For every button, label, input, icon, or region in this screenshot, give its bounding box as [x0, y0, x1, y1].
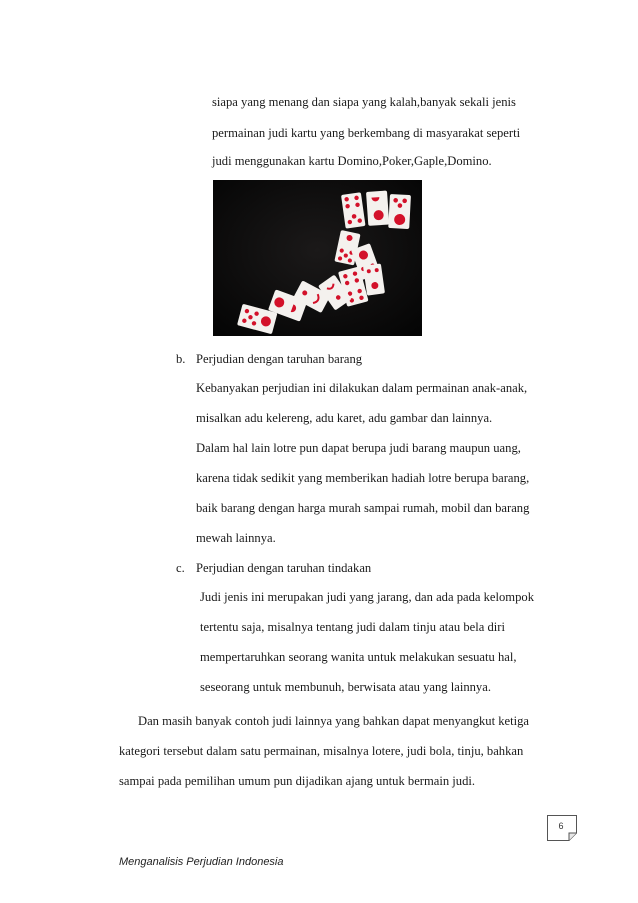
list-marker-c: c. — [176, 561, 185, 575]
footer-title: Menganalisis Perjudian Indonesia — [119, 856, 284, 868]
item-c-line-4: seseorang untuk membunuh, berwisata atau yang lainnya. — [200, 680, 491, 694]
item-c-heading: Perjudian dengan taruhan tindakan — [196, 561, 372, 575]
item-c-line-3: mempertaruhkan seorang wanita untuk melakukan sesuatu hal, — [200, 650, 517, 664]
item-b-heading: Perjudian dengan taruhan barang — [196, 352, 363, 366]
page-number: 6 — [558, 821, 564, 831]
intro-line-1: siapa yang menang dan siapa yang kalah,banyak sekali jenis — [212, 95, 516, 109]
page-number-box — [547, 815, 577, 841]
intro-line-2: permainan judi kartu yang berkembang di masyarakat seperti — [212, 126, 521, 140]
list-marker-b: b. — [176, 352, 186, 366]
item-b-line-2: misalkan adu kelereng, adu karet, adu gambar dan lainnya. — [196, 411, 493, 425]
closing-line-2: kategori tersebut dalam satu permainan, misalnya lotere, judi bola, tinju, bahkan — [119, 744, 524, 758]
item-c-line-2: tertentu saja, misalnya tentang judi dalam tinju atau bela diri — [200, 620, 505, 634]
domino-cards-illustration — [213, 180, 422, 336]
item-c-line-1: Judi jenis ini merupakan judi yang jarang, dan ada pada kelompok — [200, 590, 534, 604]
item-b-line-5: baik barang dengan harga murah sampai rumah, mobil dan barang — [196, 501, 530, 515]
closing-line-3: sampai pada pemilihan umum pun dijadikan ajang untuk bermain judi. — [119, 774, 476, 788]
item-b-line-4: karena tidak sedikit yang memberikan hadiah lotre berupa barang, — [196, 471, 530, 485]
domino-cards-photo — [213, 180, 422, 336]
item-b-line-1: Kebanyakan perjudian ini dilakukan dalam permainan anak-anak, — [196, 381, 528, 395]
closing-line-1: Dan masih banyak contoh judi lainnya yang bahkan dapat menyangkut ketiga — [138, 714, 529, 728]
item-b-line-3: Dalam hal lain lotre pun dapat berupa judi barang maupun uang, — [196, 441, 521, 455]
intro-line-3: judi menggunakan kartu Domino,Poker,Gaple,Domino. — [212, 154, 492, 168]
item-b-line-6: mewah lainnya. — [196, 531, 276, 545]
